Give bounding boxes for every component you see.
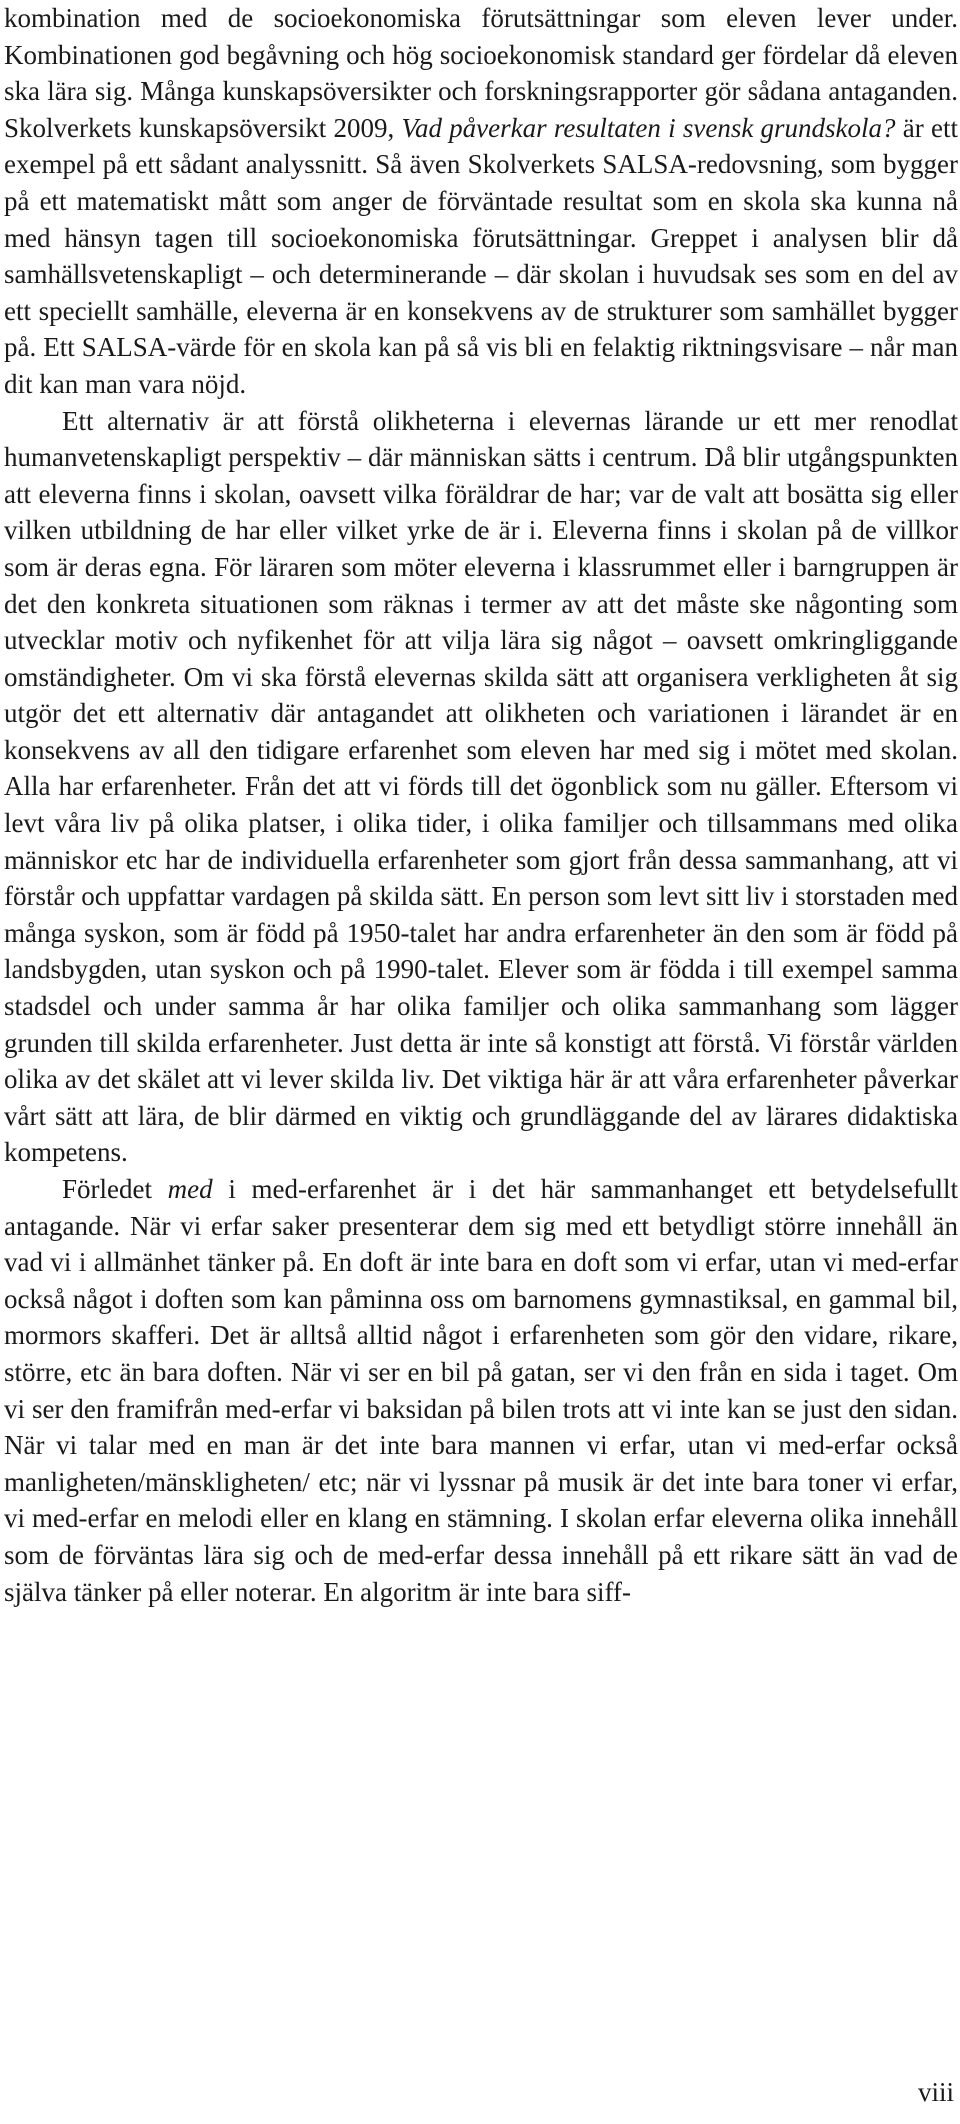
text-run: i med-erfarenhet är i det här sammanhanget ett betydelsefullt antagande. När vi erfar saker presenterar dem sig med ett betydligt större innehåll än vad vi i allmänhet tänker på. En doft är inte bara en doft som vi erfar, utan vi med-erfar också något i doften som kan påminna oss om barnomens gymnastiksal, en gammal bil, mormors skafferi. Det är alltså alltid något i erfarenheten som gör den vidare, rikare, större, etc än bara doften. När vi ser en bil på gatan, ser vi den från en sida i taget. Om vi ser den framifrån med-erfar vi baksidan på bilen trots att vi inte kan se just den sidan. När vi talar med en man är det inte bara mannen vi erfar, utan vi med-erfar också manligheten/mänskligheten/ etc; när vi lyssnar på musik är det inte bara toner vi erfar, vi med-erfar en melodi eller en klang en stämning. I skolan erfar eleverna olika innehåll som de förväntas lära sig och de med-erfar dessa innehåll på ett rikare sätt än vad de själva tänker på eller noterar. En algoritm är inte bara siff-: [4, 1174, 959, 1607]
text-run: Ett alternativ är att förstå olikheterna i elevernas lärande ur ett mer renodlat humanvetenskapligt perspektiv – där människan sätts i centrum. Då blir utgångspunkten att eleverna finns i skolan, oavsett vilka föräldrar de har; var de valt att bosätta sig eller vilken utbildning de har eller vilket yrke de är i. Eleverna finns i skolan på de villkor som är deras egna. För läraren som möter eleverna i klassrummet eller i barngruppen är det den konkreta situationen som räknas i termer av att det måste ske någonting som utvecklar motiv och nyfikenhet för att vilja lära sig något – oavsett omkringliggande omständigheter. Om vi ska förstå elevernas skilda sätt att organisera verkligheten åt sig utgör det ett alternativ där antagandet att olikheten och variationen i lärandet är en konsekvens av all den tidigare erfarenhet som eleven har med sig i mötet med skolan. Alla har erfarenheter. Från det att vi förds till det ögonblick som nu gäller. Eftersom vi levt våra liv på olika platser, i olika tider, i olika familjer och tillsammans med olika människor etc har de individuella erfarenheter som gjort från dessa sammanhang, att vi förstår och uppfattar vardagen på skilda sätt. En person som levt sitt liv i storstaden med många syskon, som är född på 1950-talet har andra erfarenheter än den som är född på landsbygden, utan syskon och på 1990-talet. Elever som är födda i till exempel samma stadsdel och under samma år har olika familjer och olika sammanhang som lägger grunden till skilda erfarenheter. Just detta är inte så konstigt att förstå. Vi förstår världen olika av det skälet att vi lever skilda liv. Det viktiga här är att våra erfarenheter påverkar vårt sätt att lära, de blir därmed en viktig och grundläggande del av lärares didaktiska kompetens.: [4, 405, 958, 1168]
paragraph: [4, 1171, 958, 1610]
italic-text: Vad påverkar resultaten i svensk grundskola?: [401, 112, 896, 143]
paragraph: [4, 403, 958, 1171]
text-run: är ett exempel på ett sådant analyssnitt. Så även Skolverkets SALSA-redovsning, som bygger på ett matematiskt mått som anger de förväntade resultat som en skola ska kunna nå med hänsyn tagen till socioekonomiska förutsättningar. Greppet i analysen blir då samhällsvetenskapligt – och determinerande – där skolan i huvudsak ses som en del av ett speciellt samhälle, eleverna är en konsekvens av de strukturer som samhället bygger på. Ett SALSA-värde för en skola kan på så vis bli en felaktig riktningsvisare – når man dit kan man vara nöjd.: [4, 112, 958, 399]
body-text: [4, 0, 958, 1610]
text-run: kombination med de socioekonomiska förutsättningar som eleven lever under. Kombinationen god begåvning och hög socioekonomisk standard ger fördelar då eleven ska lära sig. Många kunskapsöversikter och forskningsrapporter gör sådana antaganden. Skolverkets kunskapsöversikt 2009,: [4, 3, 958, 143]
text-run: Förledet: [62, 1174, 168, 1204]
paragraph: [4, 0, 958, 403]
italic-text: med: [167, 1174, 213, 1204]
page-number: viii: [917, 2077, 954, 2107]
